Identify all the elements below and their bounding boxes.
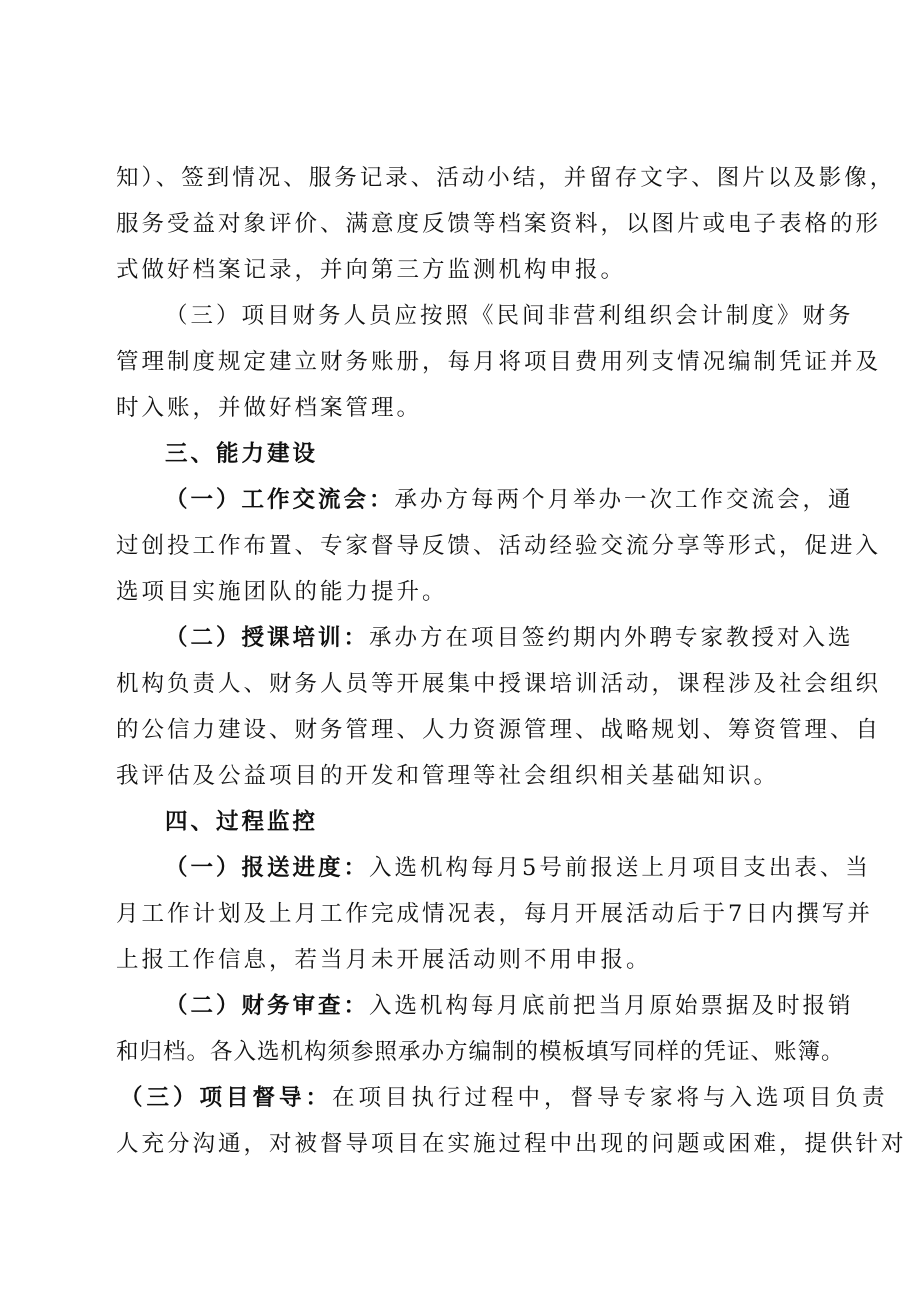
paragraph-line	[0, 480, 920, 520]
paragraph-line	[0, 618, 920, 658]
section-heading: 三、能力建设	[165, 441, 319, 467]
paragraph-line: 的公信力建设、财务管理、人力资源管理、战略规划、筹资管理、自	[116, 717, 882, 743]
paragraph-line: 和归档。各入选机构须参照承办方编制的模板填写同样的凭证、账簿。	[116, 1039, 845, 1065]
paragraph-line	[0, 848, 920, 888]
paragraph-text: 承办方每两个月举办一次工作交流会，通	[394, 487, 854, 513]
paragraph-line: 管理制度规定建立财务账册，每月将项目费用列支情况编制凭证并及	[116, 349, 882, 375]
paragraph-text: 在项目执行过程中，督导专家将与入选项目负责	[332, 1085, 889, 1111]
paragraph-line	[0, 986, 920, 1026]
paragraph-line: 式做好档案记录，并向第三方监测机构申报。	[116, 257, 627, 283]
paragraph-line: 上报工作信息，若当月未开展活动则不用申报。	[116, 947, 652, 973]
paragraph-line: （三）项目财务人员应按照《民间非营利组织会计制度》财务	[165, 303, 854, 329]
paragraph-line: 选项目实施团队的能力提升。	[116, 579, 448, 605]
paragraph-label: （三）项目督导：	[120, 1085, 333, 1111]
paragraph-line: 机构负责人、财务人员等开展集中授课培训活动，课程涉及社会组织	[116, 671, 882, 697]
paragraph-line: 人充分沟通，对被督导项目在实施过程中出现的问题或困难，提供针对	[116, 1131, 907, 1157]
paragraph-line: 我评估及公益项目的开发和管理等社会组织相关基础知识。	[116, 763, 780, 789]
paragraph-line: 月工作计划及上月工作完成情况表，每月开展活动后于7日内撰写并	[116, 901, 873, 927]
paragraph-label: （一）工作交流会：	[165, 487, 395, 513]
paragraph-label: （二）财务审查：	[165, 993, 370, 1019]
paragraph-text: 入选机构每月5号前报送上月项目支出表、当	[369, 855, 871, 881]
paragraph-line	[0, 1078, 920, 1118]
paragraph-line: 过创投工作布置、专家督导反馈、活动经验交流分享等形式，促进入	[116, 533, 882, 559]
paragraph-line: 服务受益对象评价、满意度反馈等档案资料，以图片或电子表格的形	[116, 211, 882, 237]
paragraph-line: 时入账，并做好档案管理。	[116, 395, 423, 421]
paragraph-line: 知）、签到情况、服务记录、活动小结，并留存文字、图片以及影像，	[116, 165, 896, 191]
paragraph-text: 入选机构每月底前把当月原始票据及时报销	[369, 993, 854, 1019]
paragraph-label: （一）报送进度：	[165, 855, 370, 881]
paragraph-text: 承办方在项目签约期内外聘专家教授对入选	[369, 625, 854, 651]
section-heading: 四、过程监控	[165, 809, 319, 835]
paragraph-label: （二）授课培训：	[165, 625, 370, 651]
